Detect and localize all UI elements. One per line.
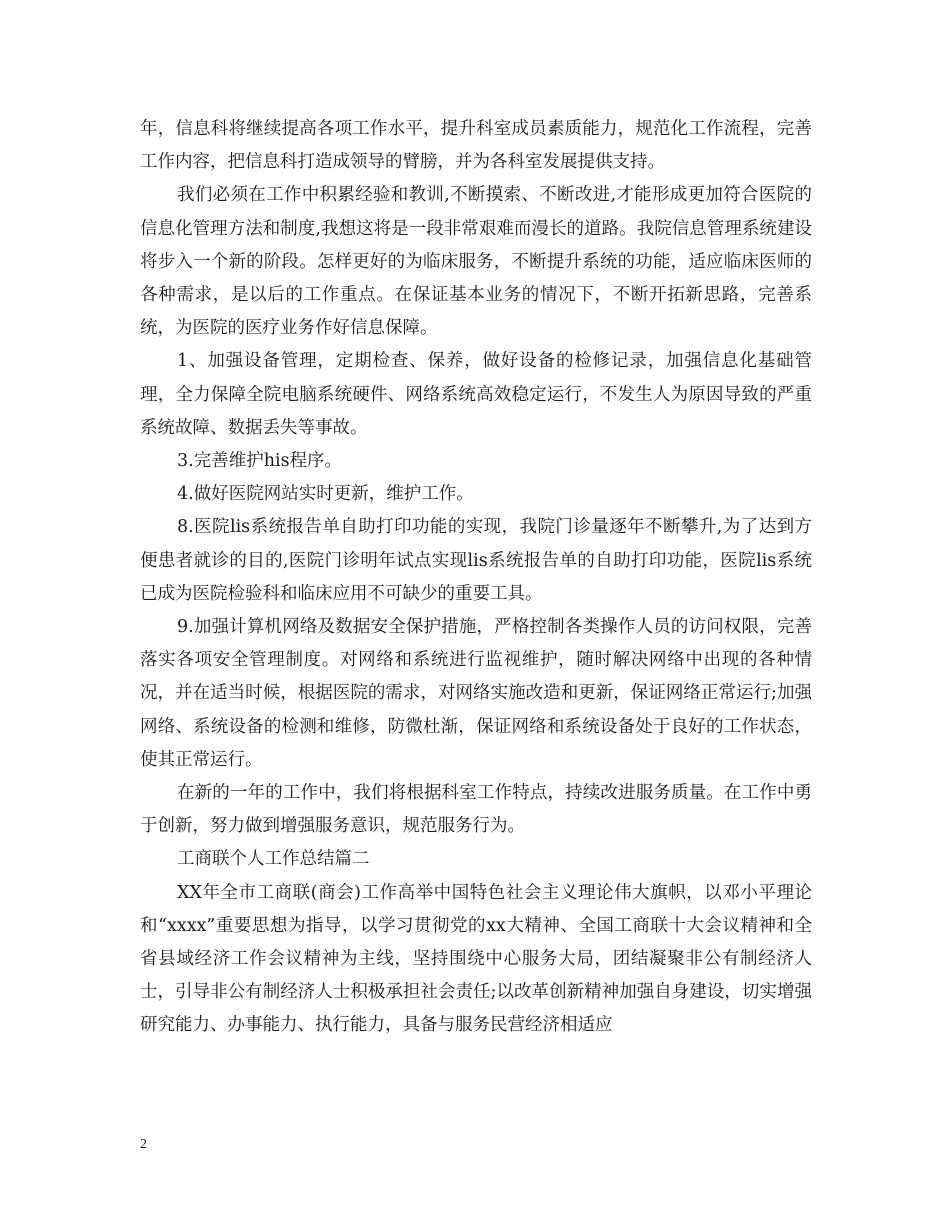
page-number: 2	[140, 1137, 147, 1152]
paragraph-5: 4.做好医院网站实时更新，维护工作。	[177, 484, 474, 505]
section-heading: 工商联个人工作总结篇二	[177, 849, 370, 870]
paragraph-7: 9.加强计算机网络及数据安全保护措施，严格控制各类操作人员的访问权限，完善落实各项安全管理制度。对网络和系统进行监视维护，随时解决网络中出现的各种情况，并在适当时候，根据医院的需求，对网络实施改造和更新，保证网络正常运行;加强网络、系统设备的检测和维修，防微杜渐，保证网络和系统设备处于良好的工作状态，使其正常运行。	[140, 617, 812, 770]
paragraph-2: 我们必须在工作中积累经验和教训,不断摸索、不断改进,才能形成更加符合医院的信息化管理方法和制度,我想这将是一段非常艰难而漫长的道路。我院信息管理系统建设将步入一个新的阶段。怎样更好的为临床服务，不断提升系统的功能，适应临床医师的各种需求，是以后的工作重点。在保证基本业务的情况下，不断开拓新思路，完善系统，为医院的医疗业务作好信息保障。	[140, 185, 812, 339]
paragraph-6: 8.医院lis系统报告单自助打印功能的实现，我院门诊量逐年不断攀升,为了达到方便患者就诊的目的,医院门诊明年试点实现lis系统报告单的自助打印功能，医院lis系统已成为医院检验科和临床应用不可缺少的重要工具。	[140, 517, 812, 604]
document-body	[140, 113, 812, 1043]
paragraph-3: 1、加强设备管理，定期检查、保养，做好设备的检修记录，加强信息化基础管理，全力保障全院电脑系统硬件、网络系统高效稳定运行，不发生人为原因导致的严重系统故障、数据丢失等事故。	[140, 351, 812, 438]
paragraph-9: XX年全市工商联(商会)工作高举中国特色社会主义理论伟大旗帜，以邓小平理论和“xxxx”重要思想为指导，以学习贯彻党的xx大精神、全国工商联十大会议精神和全省县域经济工作会议精神为主线，坚持围绕中心服务大局，团结凝聚非公有制经济人士，引导非公有制经济人士积极承担社会责任;以改革创新精神加强自身建设，切实增强研究能力、办事能力、执行能力，具备与服务民营经济相适应	[140, 882, 812, 1036]
paragraph-4: 3.完善维护his程序。	[177, 451, 343, 472]
paragraph-1: 年，信息科将继续提高各项工作水平，提升科室成员素质能力，规范化工作流程，完善工作内容，把信息科打造成领导的臂膀，并为各科室发展提供支持。	[140, 119, 812, 173]
paragraph-8: 在新的一年的工作中，我们将根据科室工作特点，持续改进服务质量。在工作中勇于创新，努力做到增强服务意识，规范服务行为。	[140, 783, 812, 837]
